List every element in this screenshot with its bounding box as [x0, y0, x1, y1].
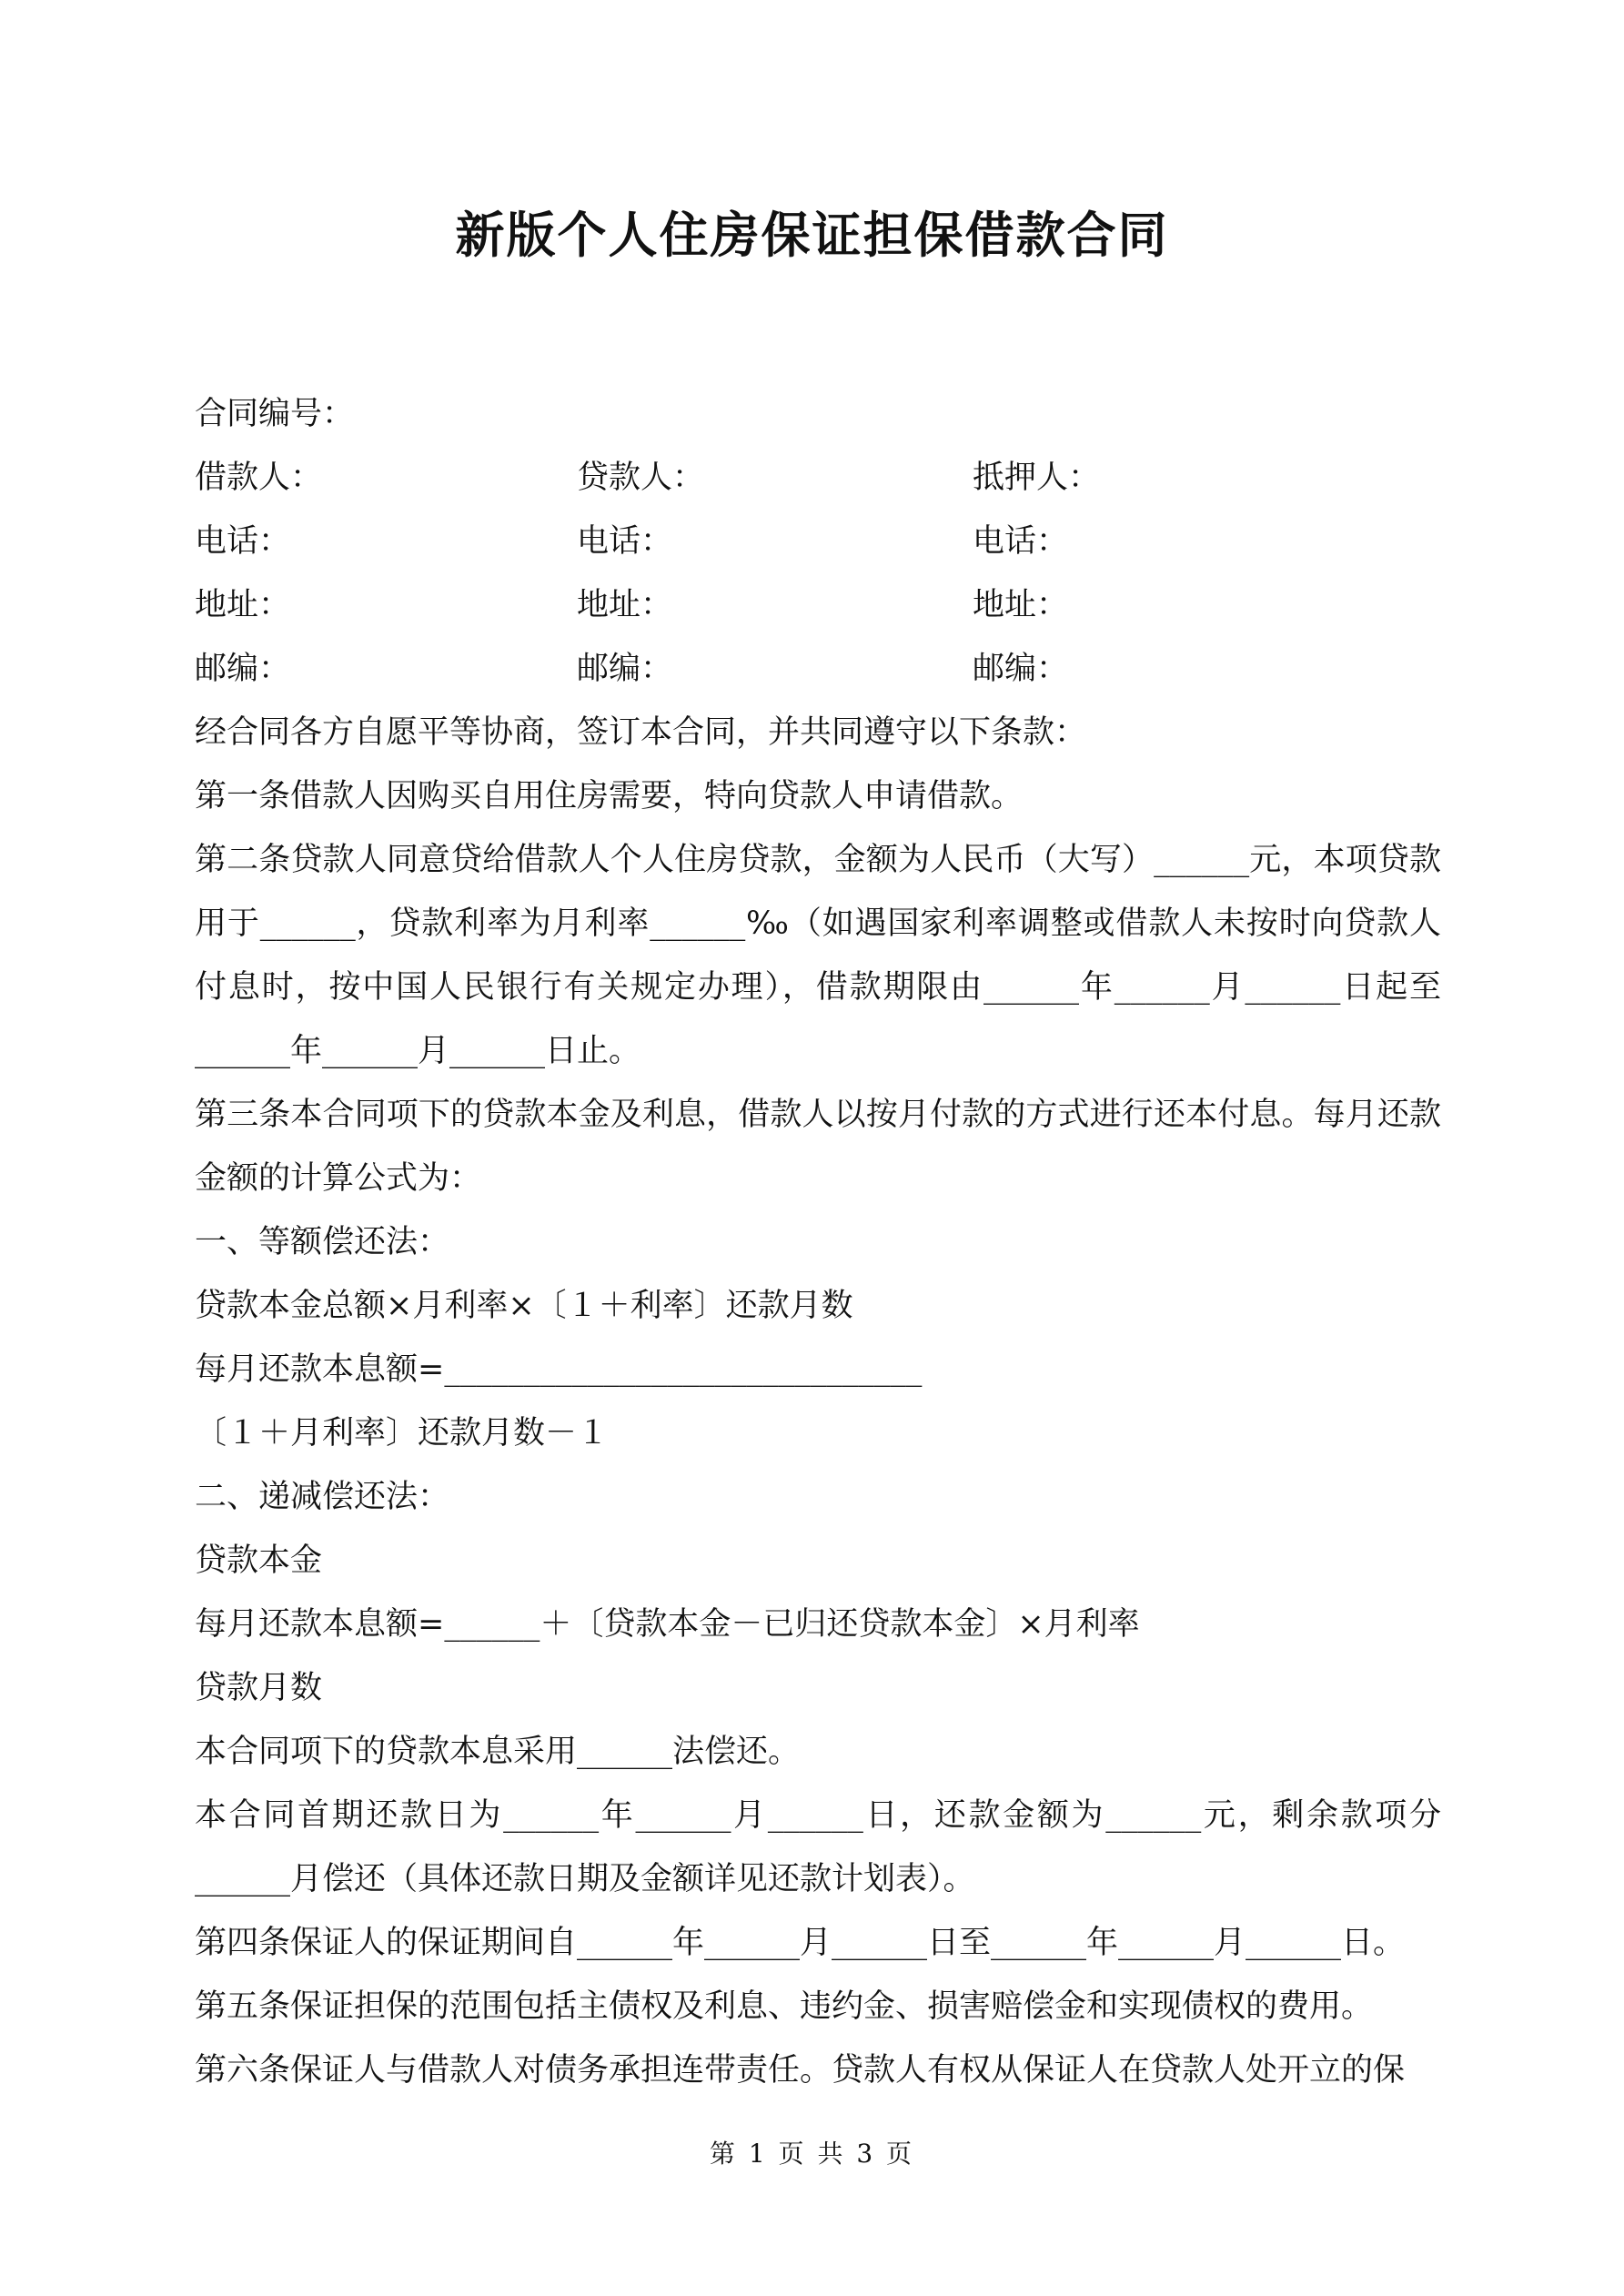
lender-postcode-label: 邮编：: [577, 651, 673, 687]
article-4: 第四条保证人的保证期间自______年______月______日至______年______月______日。: [195, 1925, 1406, 1961]
page-number-footer: 第 1 页 共 3 页: [709, 2139, 915, 2169]
method-2-title: 二、递减偿还法：: [195, 1479, 450, 1515]
address-row: [195, 573, 1441, 637]
method-1-formula: 每月还款本息额=______________________________: [195, 1351, 923, 1388]
contract-number-field: 合同编号：: [195, 396, 355, 432]
lender-phone-label: 电话：: [577, 523, 673, 560]
mortgagor-address-label: 地址：: [973, 587, 1069, 623]
method-1-denominator: 〔１＋月利率〕还款月数－１: [195, 1415, 610, 1451]
method-1-numerator: 贷款本金总额×月利率×〔１＋利率〕还款月数: [195, 1288, 853, 1324]
method-2-formula: 每月还款本息额=______＋〔贷款本金－已归还贷款本金〕×月利率: [195, 1606, 1140, 1643]
article-1: 第一条借款人因购买自用住房需要，特向贷款人申请借款。: [195, 778, 1024, 814]
borrower-label: 借款人：: [195, 460, 323, 496]
borrower-phone-label: 电话：: [195, 523, 291, 560]
mortgagor-phone-label: 电话：: [973, 523, 1069, 560]
borrower-address-label: 地址：: [195, 587, 291, 623]
repayment-method: 本合同项下的贷款本息采用______法偿还。: [195, 1734, 801, 1770]
article-5: 第五条保证担保的范围包括主债权及利息、违约金、损害赔偿金和实现债权的费用。: [195, 1988, 1374, 2025]
article-3: 第三条本合同项下的贷款本金及利息，借款人以按月付款的方式进行还本付息。每月还款金额的计算公式为：: [195, 1097, 1441, 1197]
borrower-postcode-label: 邮编：: [195, 651, 291, 687]
mortgagor-postcode-label: 邮编：: [973, 651, 1069, 687]
postcode-row: [195, 637, 1441, 701]
mortgagor-label: 抵押人：: [973, 460, 1101, 496]
method-2-numerator: 贷款本金: [195, 1542, 323, 1579]
method-1-title: 一、等额偿还法：: [195, 1224, 450, 1260]
article-2: 第二条贷款人同意贷给借款人个人住房贷款，金额为人民币（大写）______元，本项贷款用于______，贷款利率为月利率______‰（如遇国家利率调整或借款人未按时向贷款人付息时，按中国人民银行有关规定办理），借款期限由______年______月______日起至______年______月______日止。: [195, 842, 1441, 1069]
first-repayment: 本合同首期还款日为______年______月______日，还款金额为______元，剩余款项分______月偿还（具体还款日期及金额详见还款计划表）。: [195, 1797, 1441, 1897]
parties-row: [195, 446, 1441, 510]
method-2-denominator: 贷款月数: [195, 1670, 323, 1706]
lender-label: 贷款人：: [577, 460, 705, 496]
document-title: 新版个人住房保证担保借款合同: [455, 206, 1169, 264]
intro-paragraph: 经合同各方自愿平等协商，签订本合同，并共同遵守以下条款：: [195, 714, 1087, 751]
article-6: 第六条保证人与借款人对债务承担连带责任。贷款人有权从保证人在贷款人处开立的保: [195, 2052, 1406, 2089]
lender-address-label: 地址：: [577, 587, 673, 623]
phone-row: [195, 510, 1441, 573]
document-body: [195, 382, 1441, 2102]
